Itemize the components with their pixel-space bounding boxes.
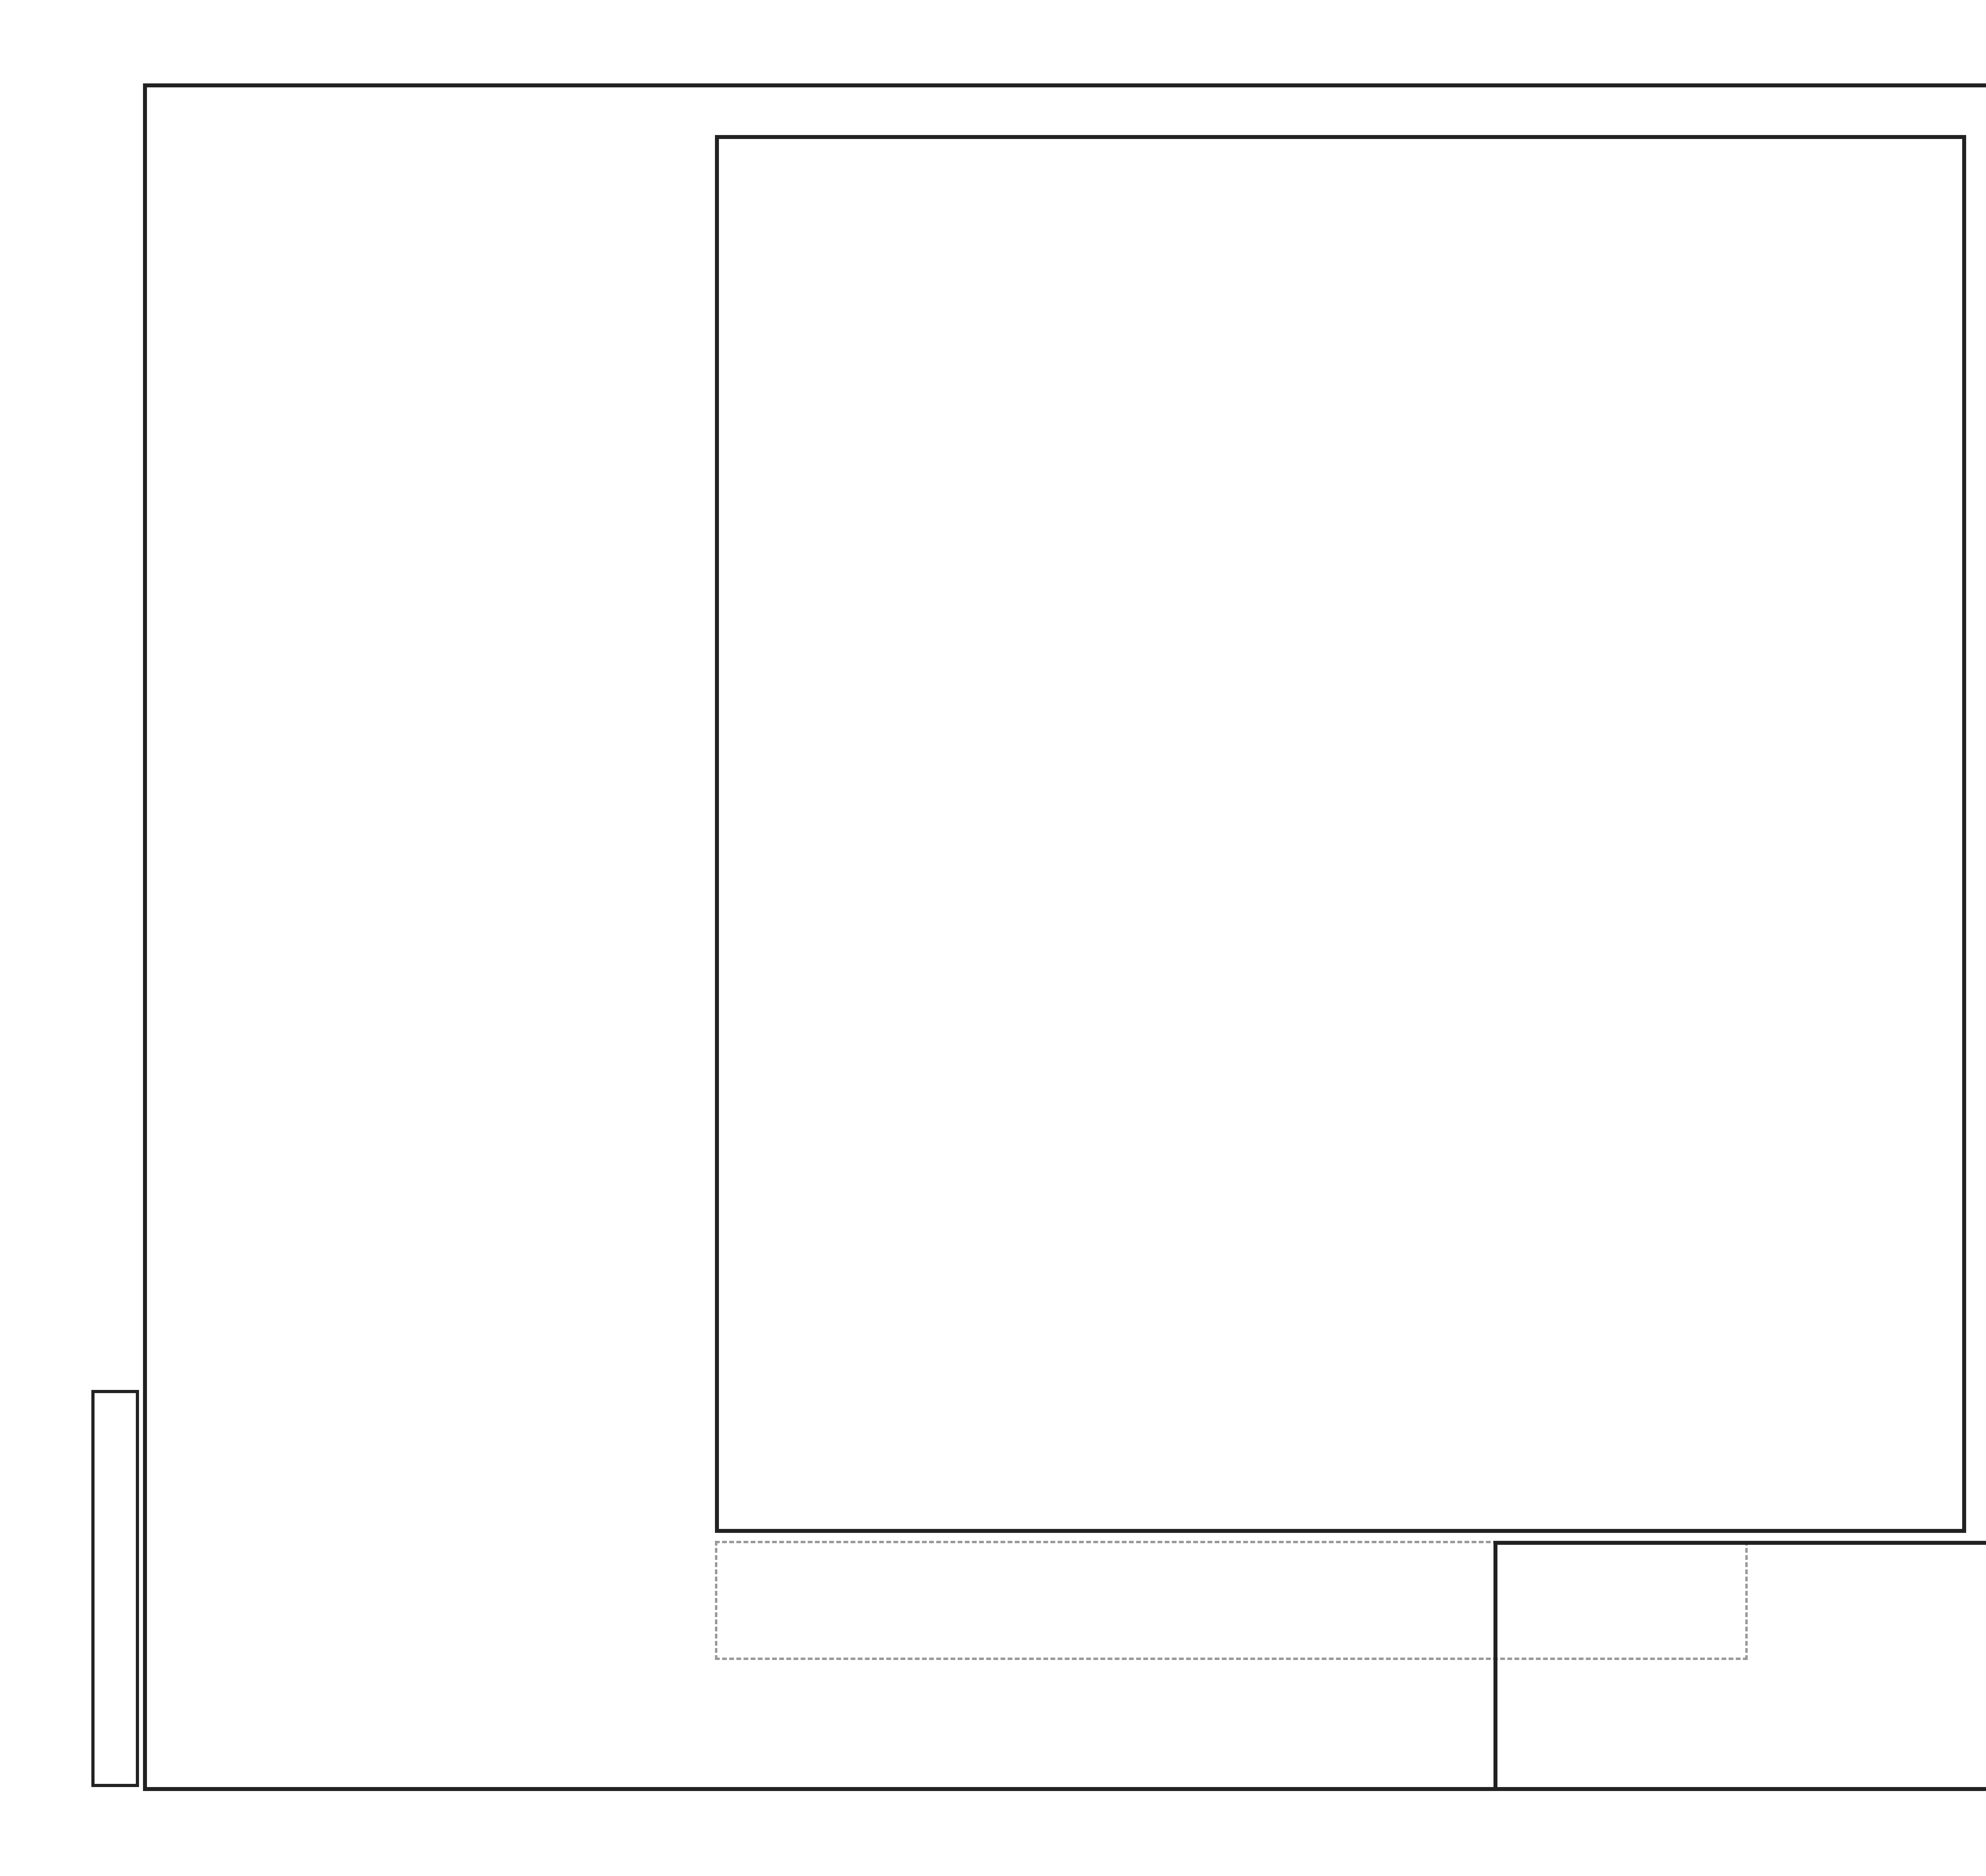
approval-strip <box>91 1390 139 1787</box>
loads-table-area <box>715 135 1966 1533</box>
title-block <box>1493 1541 1986 1791</box>
